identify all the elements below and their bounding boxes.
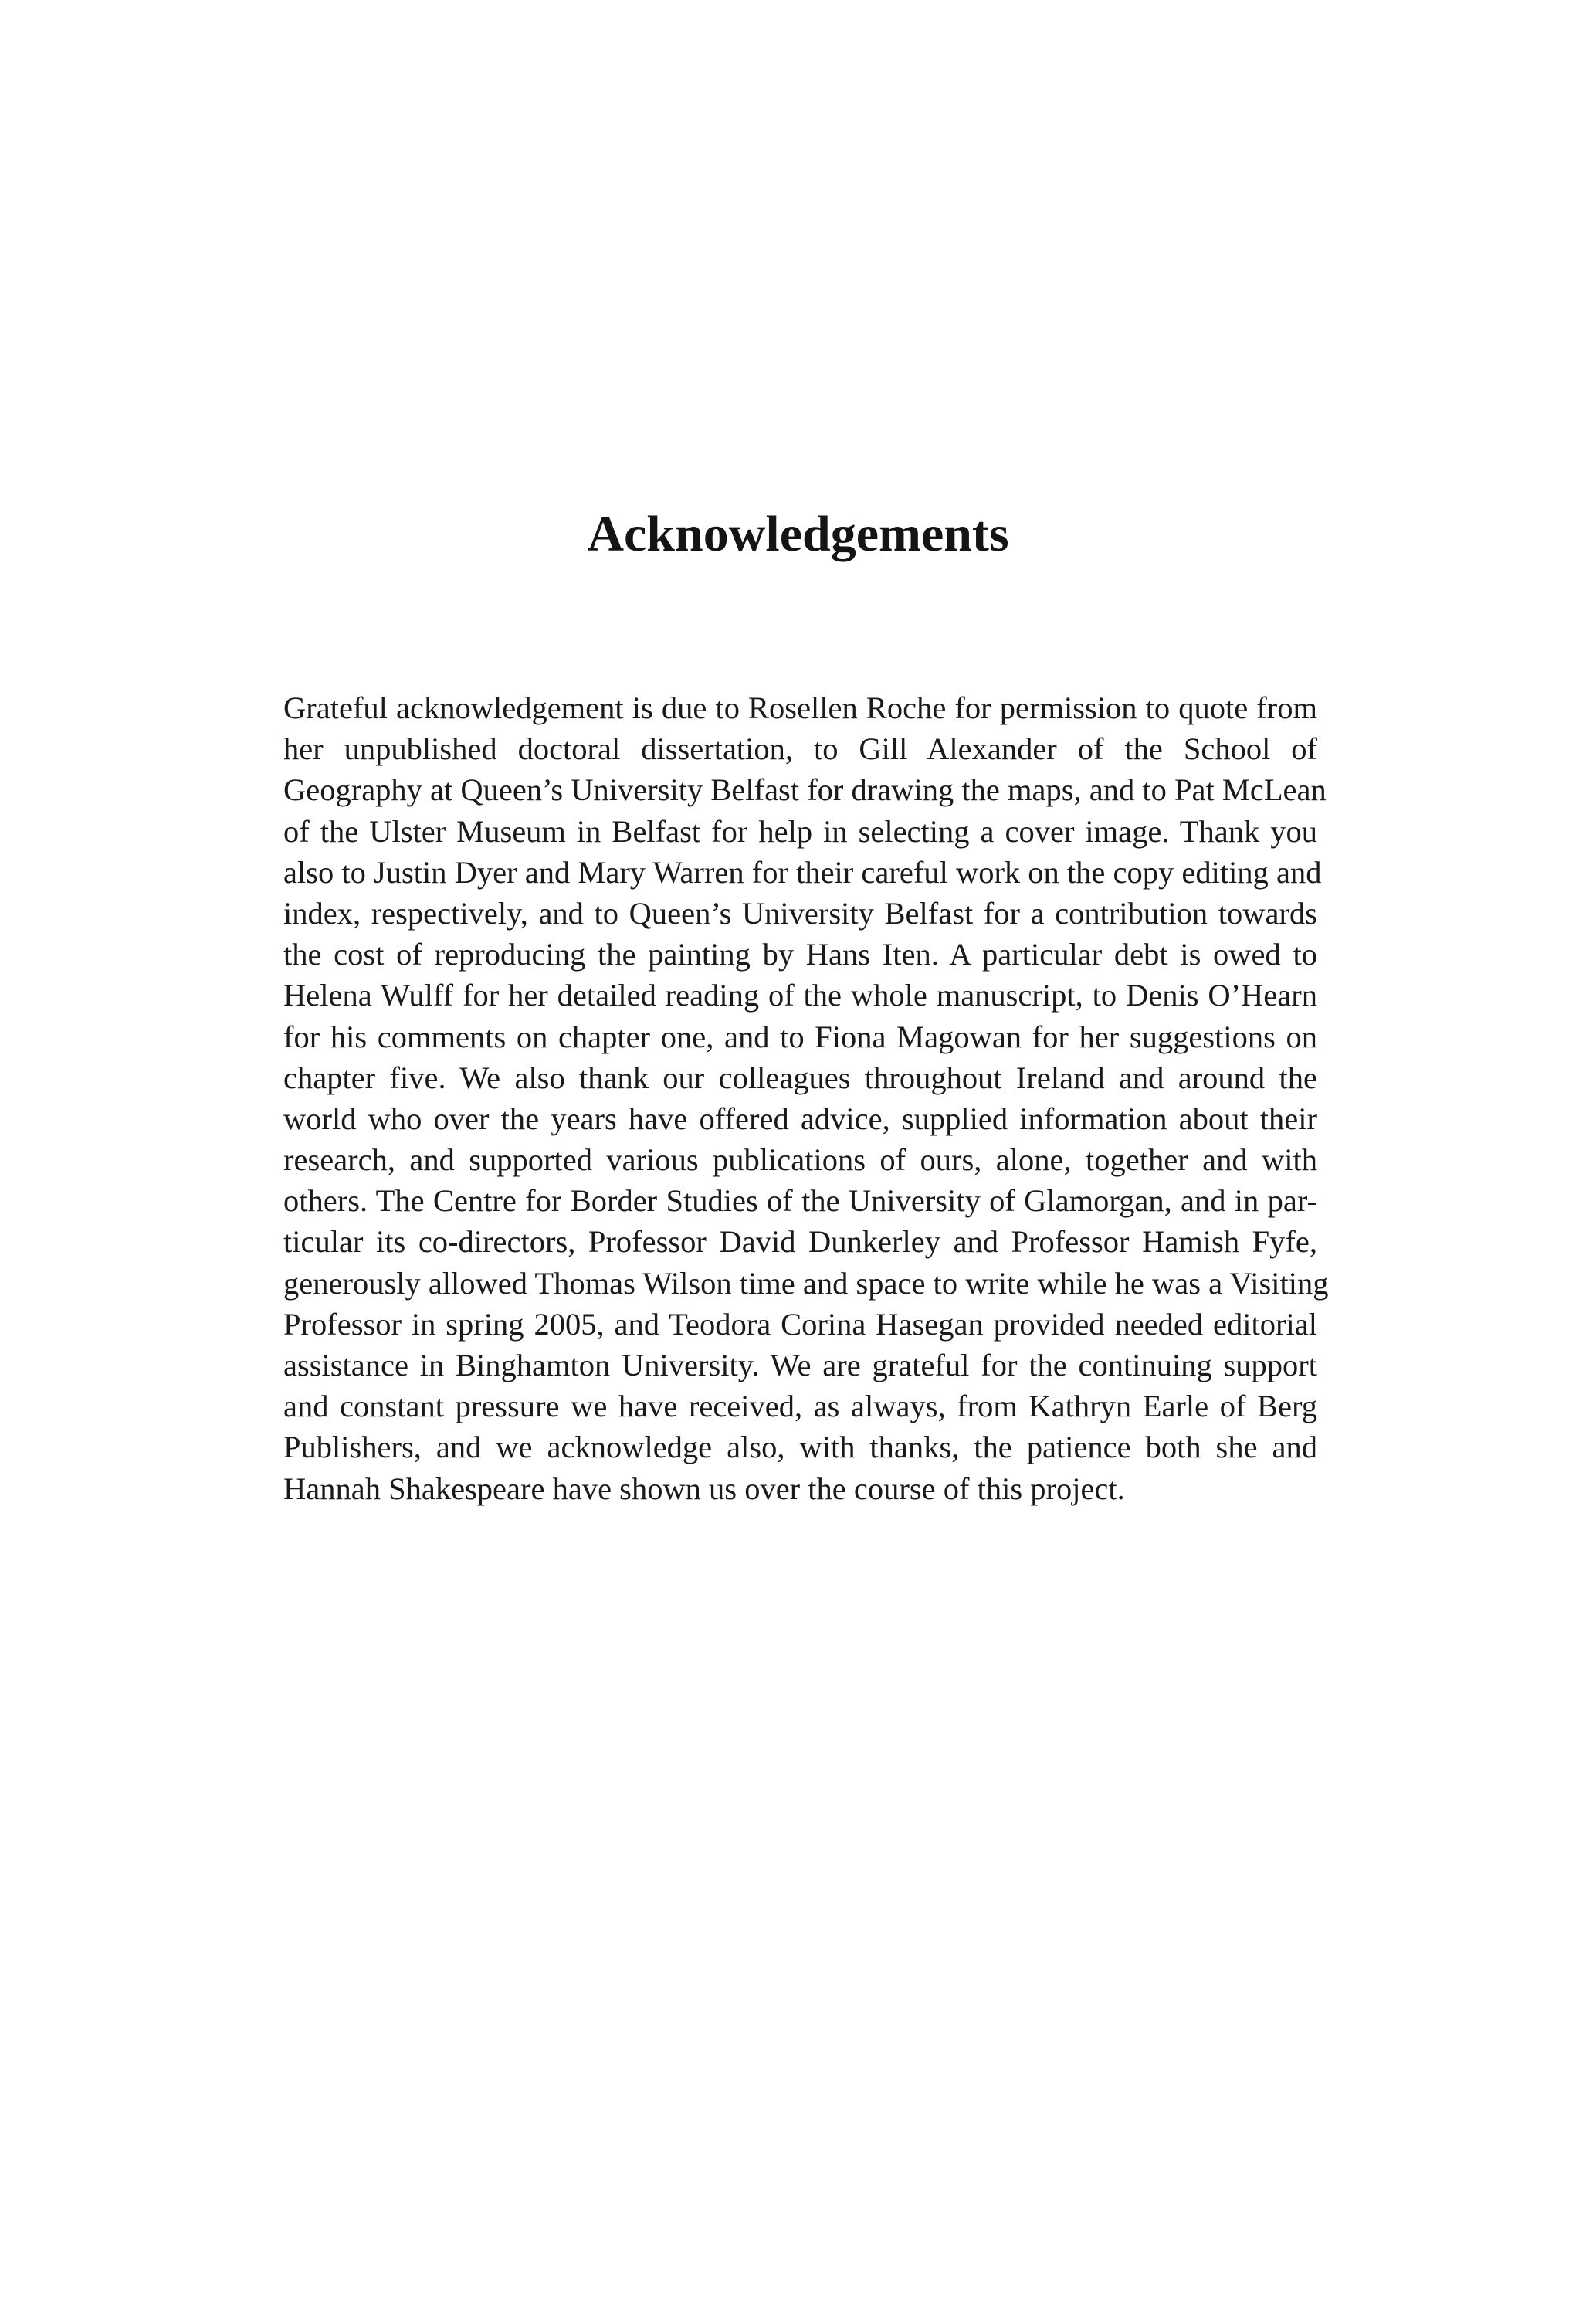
paragraph-line: for his comments on chapter one, and to Fiona Magowan for her suggestions on (283, 1019, 1317, 1054)
paragraph-line: and constant pressure we have received, as always, from Kathryn Earle of Berg (283, 1389, 1317, 1424)
paragraph-line: Publishers, and we acknowledge also, with thanks, the patience both she and (283, 1430, 1317, 1465)
paragraph-line: the cost of reproducing the painting by Hans Iten. A particular debt is owed to (283, 937, 1317, 972)
paragraph-line: assistance in Binghamton University. We are grateful for the continuing support (283, 1348, 1317, 1382)
paragraph-line: ticular its co-directors, Professor David Dunkerley and Professor Hamish Fyfe, (283, 1224, 1317, 1260)
paragraph-line: chapter five. We also thank our colleagues throughout Ireland and around the (283, 1060, 1317, 1095)
paragraph-line: Helena Wulff for her detailed reading of the whole manuscript, to Denis O’Hearn (283, 978, 1317, 1013)
paragraph-line: Professor in spring 2005, and Teodora Corina Hasegan provided needed editorial (283, 1306, 1317, 1342)
paragraph-line: Hannah Shakespeare have shown us over the course of this project. (283, 1471, 1125, 1506)
acknowledgements-paragraph (283, 687, 1329, 1509)
paragraph-line: Geography at Queen’s University Belfast for drawing the maps, and to Pat McLean (283, 772, 1327, 808)
paragraph-line: Grateful acknowledgement is due to Rosellen Roche for permission to quote from (283, 690, 1317, 725)
paragraph-line: of the Ulster Museum in Belfast for help in selecting a cover image. Thank you (283, 813, 1317, 849)
paragraph-line: index, respectively, and to Queen’s University Belfast for a contribution towards (283, 895, 1317, 931)
paragraph-line: also to Justin Dyer and Mary Warren for their careful work on the copy editing and (283, 854, 1322, 890)
paragraph-line: generously allowed Thomas Wilson time and space to write while he was a Visiting (283, 1265, 1329, 1301)
paragraph-line: world who over the years have offered advice, supplied information about their (283, 1101, 1317, 1136)
paragraph-line: others. The Centre for Border Studies of the University of Glamorgan, and in par- (283, 1183, 1317, 1219)
paragraph-line: research, and supported various publications of ours, alone, together and with (283, 1142, 1317, 1178)
paragraph-line: her unpublished doctoral dissertation, to Gill Alexander of the School of (283, 731, 1317, 767)
page-title: Acknowledgements (587, 506, 1009, 562)
